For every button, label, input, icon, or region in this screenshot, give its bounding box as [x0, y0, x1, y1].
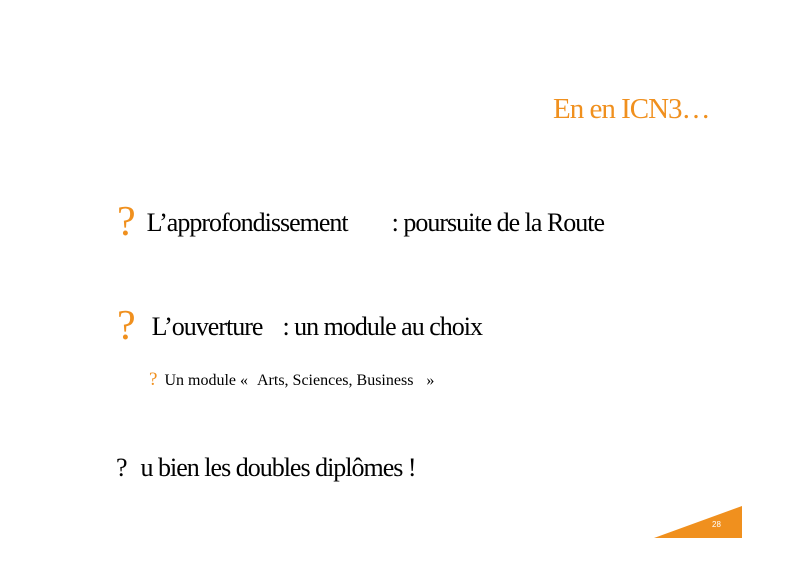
bullet-detail: : un module au choix — [282, 312, 482, 341]
slide-title: En en ICN3… — [553, 93, 710, 125]
bullet-label: L’ouverture — [151, 312, 263, 341]
bullet-approfondissement — [117, 198, 604, 246]
sub-bullet-module — [149, 369, 434, 391]
bullet-ouverture — [117, 302, 482, 350]
orange-question-bullet-icon: ? — [117, 303, 135, 349]
question-bullet-icon: ? — [116, 453, 127, 482]
page-number: 28 — [712, 520, 721, 529]
bullet-text: u bien les doubles diplômes ! — [140, 453, 416, 482]
orange-question-bullet-icon: ? — [117, 199, 135, 245]
bullet-label: L’approfondissement — [146, 208, 348, 237]
sub-bullet-prefix: Un module « — [164, 372, 248, 389]
bullet-doubles-diplomes — [116, 453, 416, 483]
orange-question-bullet-icon: ? — [149, 369, 158, 390]
corner-triangle-decoration — [654, 506, 742, 538]
sub-bullet-suffix: » — [426, 372, 435, 389]
bullet-detail: : poursuite de la Route — [391, 208, 605, 237]
sub-bullet-module-name: Arts, Sciences, Business — [256, 372, 414, 389]
